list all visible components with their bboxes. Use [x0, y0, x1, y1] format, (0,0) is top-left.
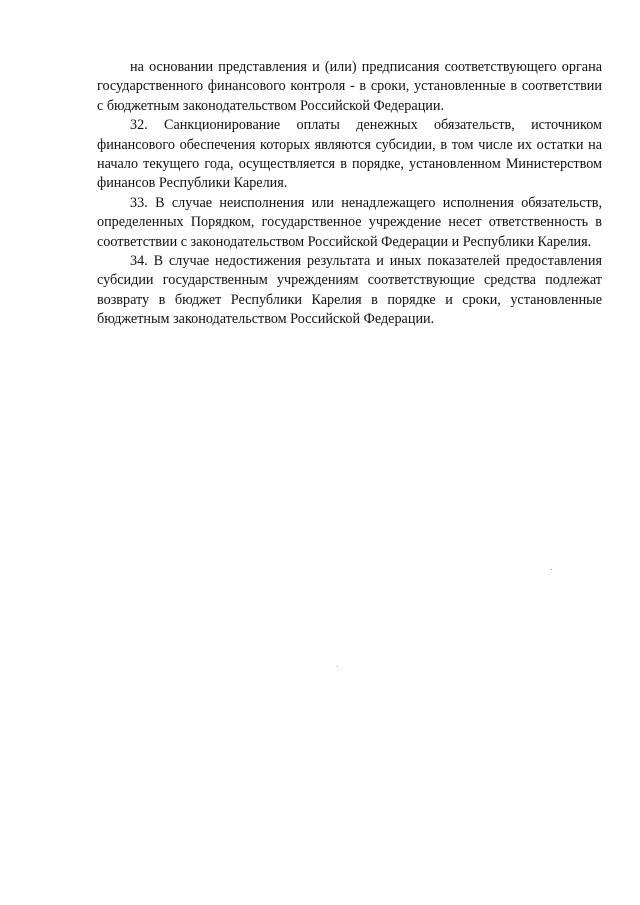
paragraph-number: 34. [130, 253, 148, 270]
paragraph-text: В случае недостижения результата и иных показателей предоставления субсидии государственным учреждениям соответствующие средства подлежат возврату в бюджет Республики Карелия в порядке и сроки, установленные бюджетным законодательством Российской Федерации. [97, 253, 602, 328]
paragraph-number: 32. [130, 117, 148, 134]
paragraph-33 [97, 194, 602, 252]
paragraph-continuation [97, 58, 602, 116]
scan-speck [551, 569, 552, 570]
paragraph-number: 33. [130, 194, 148, 211]
paragraph-text: на основании представления и (или) предписания соответствующего органа государственного финансового контроля - в сроки, установленные в соответствии с бюджетным законодательством Российской Федерации. [97, 59, 602, 114]
paragraph-text: В случае неисполнения или ненадлежащего исполнения обязательств, определенных Порядком, государственное учреждение несет ответственность в соответствии с законодательством Российской Федерации и Республики Карелия. [97, 194, 602, 250]
paragraph-34 [97, 252, 602, 330]
paragraph-32 [97, 116, 602, 194]
scan-speck [337, 666, 338, 667]
document-body [97, 58, 602, 330]
paragraph-text: Санкционирование оплаты денежных обязательств, источником финансового обеспечения которых являются субсидии, в том числе их остатки на начало текущего года, осуществляется в порядке, установленном Министерством финансов Республики Карелия. [97, 117, 602, 192]
